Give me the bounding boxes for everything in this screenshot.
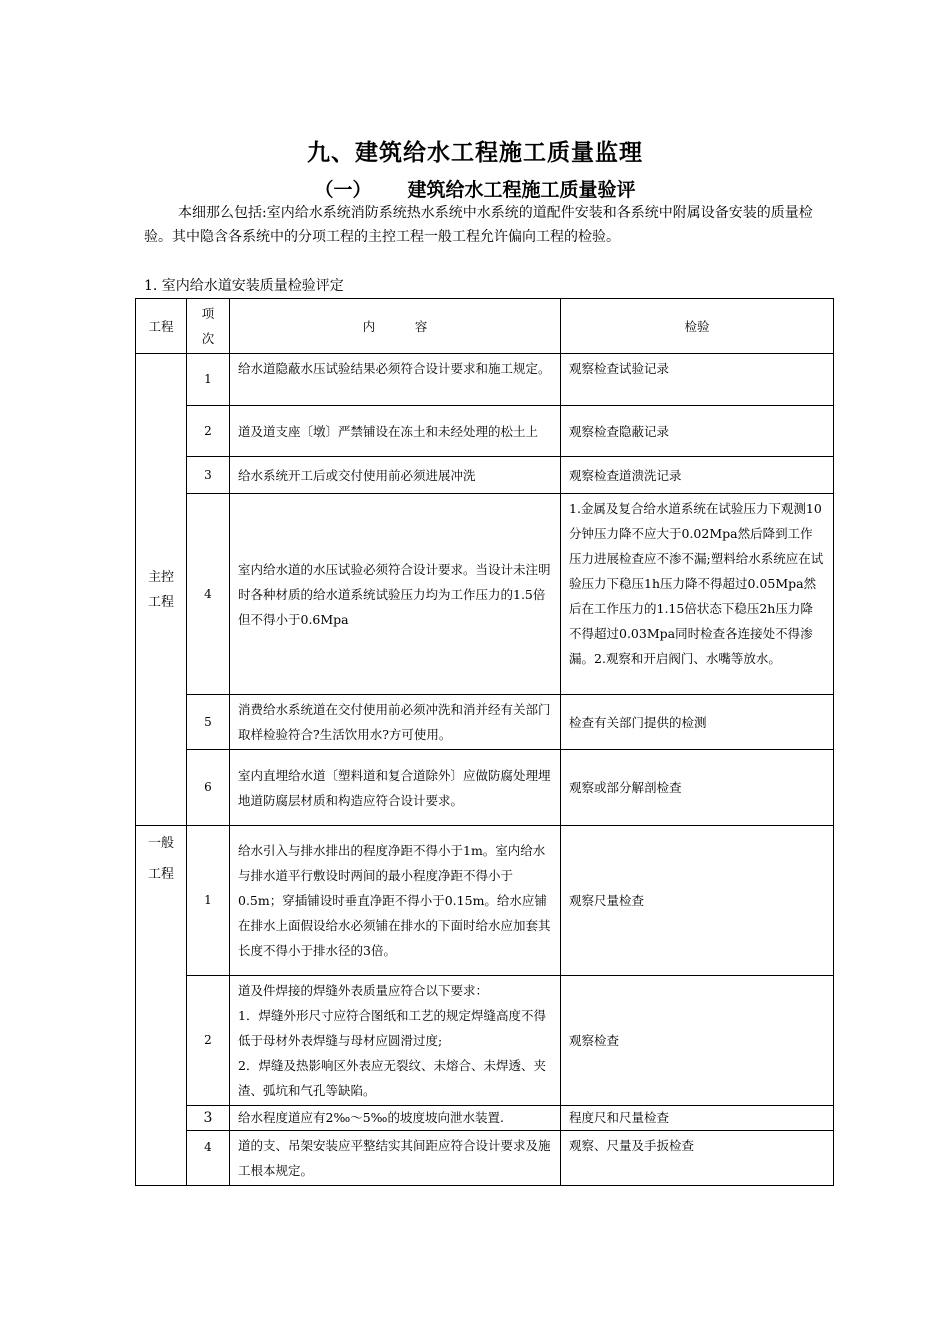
row-content-line: 2．焊缝及热影响区外表应无裂纹、未熔合、未焊透、夹渣、弧坑和气孔等缺陷。 [238, 1058, 546, 1098]
table-row [136, 976, 834, 1106]
row-index: 4 [187, 494, 230, 695]
row-inspection: 检查有关部门提供的检测 [561, 695, 834, 750]
table-row [136, 406, 834, 457]
row-inspection: 观察检查 [561, 976, 834, 1106]
row-content: 给水引入与排水排出的程度净距不得小于1m。室内给水与排水道平行敷设时两间的最小程度净距不得小于0.5m；穿插铺设时垂直净距不得小于0.15m。给水应铺在排水上面假设给水必须铺在排水的下面时给水应加套其长度不得小于排水径的3倍。 [230, 826, 561, 976]
row-index: 2 [187, 406, 230, 457]
category-main-control-line1: 主控 [147, 569, 174, 585]
page-title: 九、建筑给水工程施工质量监理 [307, 139, 643, 166]
quality-inspection-table [135, 298, 834, 1186]
row-index: 1 [187, 826, 230, 976]
section-title [0, 175, 950, 202]
row-content: 室内给水道的水压试验必须符合设计要求。当设计未注明时各种材质的给水道系统试验压力均为工作压力的1.5倍但不得小于0.6Mpa [230, 494, 561, 695]
row-index: 2 [187, 976, 230, 1106]
row-index: 1 [187, 354, 230, 406]
table-row [136, 494, 834, 695]
intro-paragraph: 本细那么包括:室内给水系统消防系统热水系统中水系统的道配件安装和各系统中附属设备安装的质量检验。其中隐含各系统中的分项工程的主控工程一般工程允许偏向工程的检验。 [144, 205, 813, 245]
row-inspection: 观察、尺量及手扳检查 [561, 1131, 834, 1186]
header-category: 工程 [136, 299, 187, 354]
table-heading: 1. 室内给水道安装质量检验评定 [144, 278, 344, 294]
row-inspection: 观察尺量检查 [561, 826, 834, 976]
table-row [136, 1106, 834, 1131]
section-number: （一） [314, 179, 372, 201]
row-content: 室内直埋给水道〔塑料道和复合道除外〕应做防腐处理埋地道防腐层材质和构造应符合设计要求。 [230, 750, 561, 826]
row-content: 道及道支座〔墩〕严禁铺设在冻土和未经处理的松土上 [230, 406, 561, 457]
row-index: 6 [187, 750, 230, 826]
row-inspection: 观察检查试验记录 [561, 354, 834, 406]
row-inspection: 程度尺和尺量检查 [561, 1106, 834, 1131]
row-content: 给水程度道应有2‰～5‰的坡度坡向泄水装置. [230, 1106, 561, 1131]
row-index: 5 [187, 695, 230, 750]
category-general [136, 826, 187, 1186]
row-index: 3 [187, 1106, 230, 1131]
category-main-control [136, 354, 187, 826]
category-general-line2: 工程 [147, 867, 174, 882]
table-row [136, 750, 834, 826]
row-content-line: 道及件焊接的焊缝外表质量应符合以下要求： [238, 983, 489, 998]
table-row [136, 695, 834, 750]
row-index: 4 [187, 1131, 230, 1186]
row-inspection: 观察或部分解剖检查 [561, 750, 834, 826]
header-content: 内 容 [230, 299, 561, 354]
table-header-row [136, 299, 834, 354]
row-inspection: 1.金属及复合给水道系统在试验压力下观测10分钟压力降不应大于0.02Mpa然后降到工作压力进展检查应不渗不漏;塑料给水系统应在试验压力下稳压1h压力降不得超过0.05Mpa然后在工作压力的1.15倍状态下稳压2h压力降不得超过0.03Mpa同时检查各连接处不得渗漏。2.观察和开启阀门、水嘴等放水。 [561, 494, 834, 695]
row-content: 给水系统开工后或交付使用前必须进展冲洗 [230, 457, 561, 494]
header-index-line1: 项 [201, 306, 215, 321]
table-row [136, 354, 834, 406]
header-index-line2: 次 [201, 331, 215, 346]
table-row [136, 826, 834, 976]
row-content [230, 976, 561, 1106]
row-inspection: 观察检查隐蔽记录 [561, 406, 834, 457]
row-content: 消费给水系统道在交付使用前必须冲洗和消并经有关部门取样检验符合?生活饮用水?方可使用。 [230, 695, 561, 750]
row-index: 3 [187, 457, 230, 494]
category-main-control-line2: 工程 [147, 594, 174, 610]
table-row [136, 457, 834, 494]
header-inspection: 检验 [561, 299, 834, 354]
table-row [136, 1131, 834, 1186]
row-inspection: 观察检查道溃洗记录 [561, 457, 834, 494]
row-content-line: 1．焊缝外形尺寸应符合图纸和工艺的规定焊缝高度不得低于母材外表焊缝与母材应圆滑过度; [238, 1008, 546, 1048]
header-index [187, 299, 230, 354]
section-title-text: 建筑给水工程施工质量验评 [407, 179, 636, 201]
row-content: 给水道隐蔽水压试验结果必须符合设计要求和施工规定。 [230, 354, 561, 406]
category-general-line1: 一般 [147, 836, 174, 851]
row-content: 道的支、吊架安装应平整结实其间距应符合设计要求及施工根本规定。 [230, 1131, 561, 1186]
